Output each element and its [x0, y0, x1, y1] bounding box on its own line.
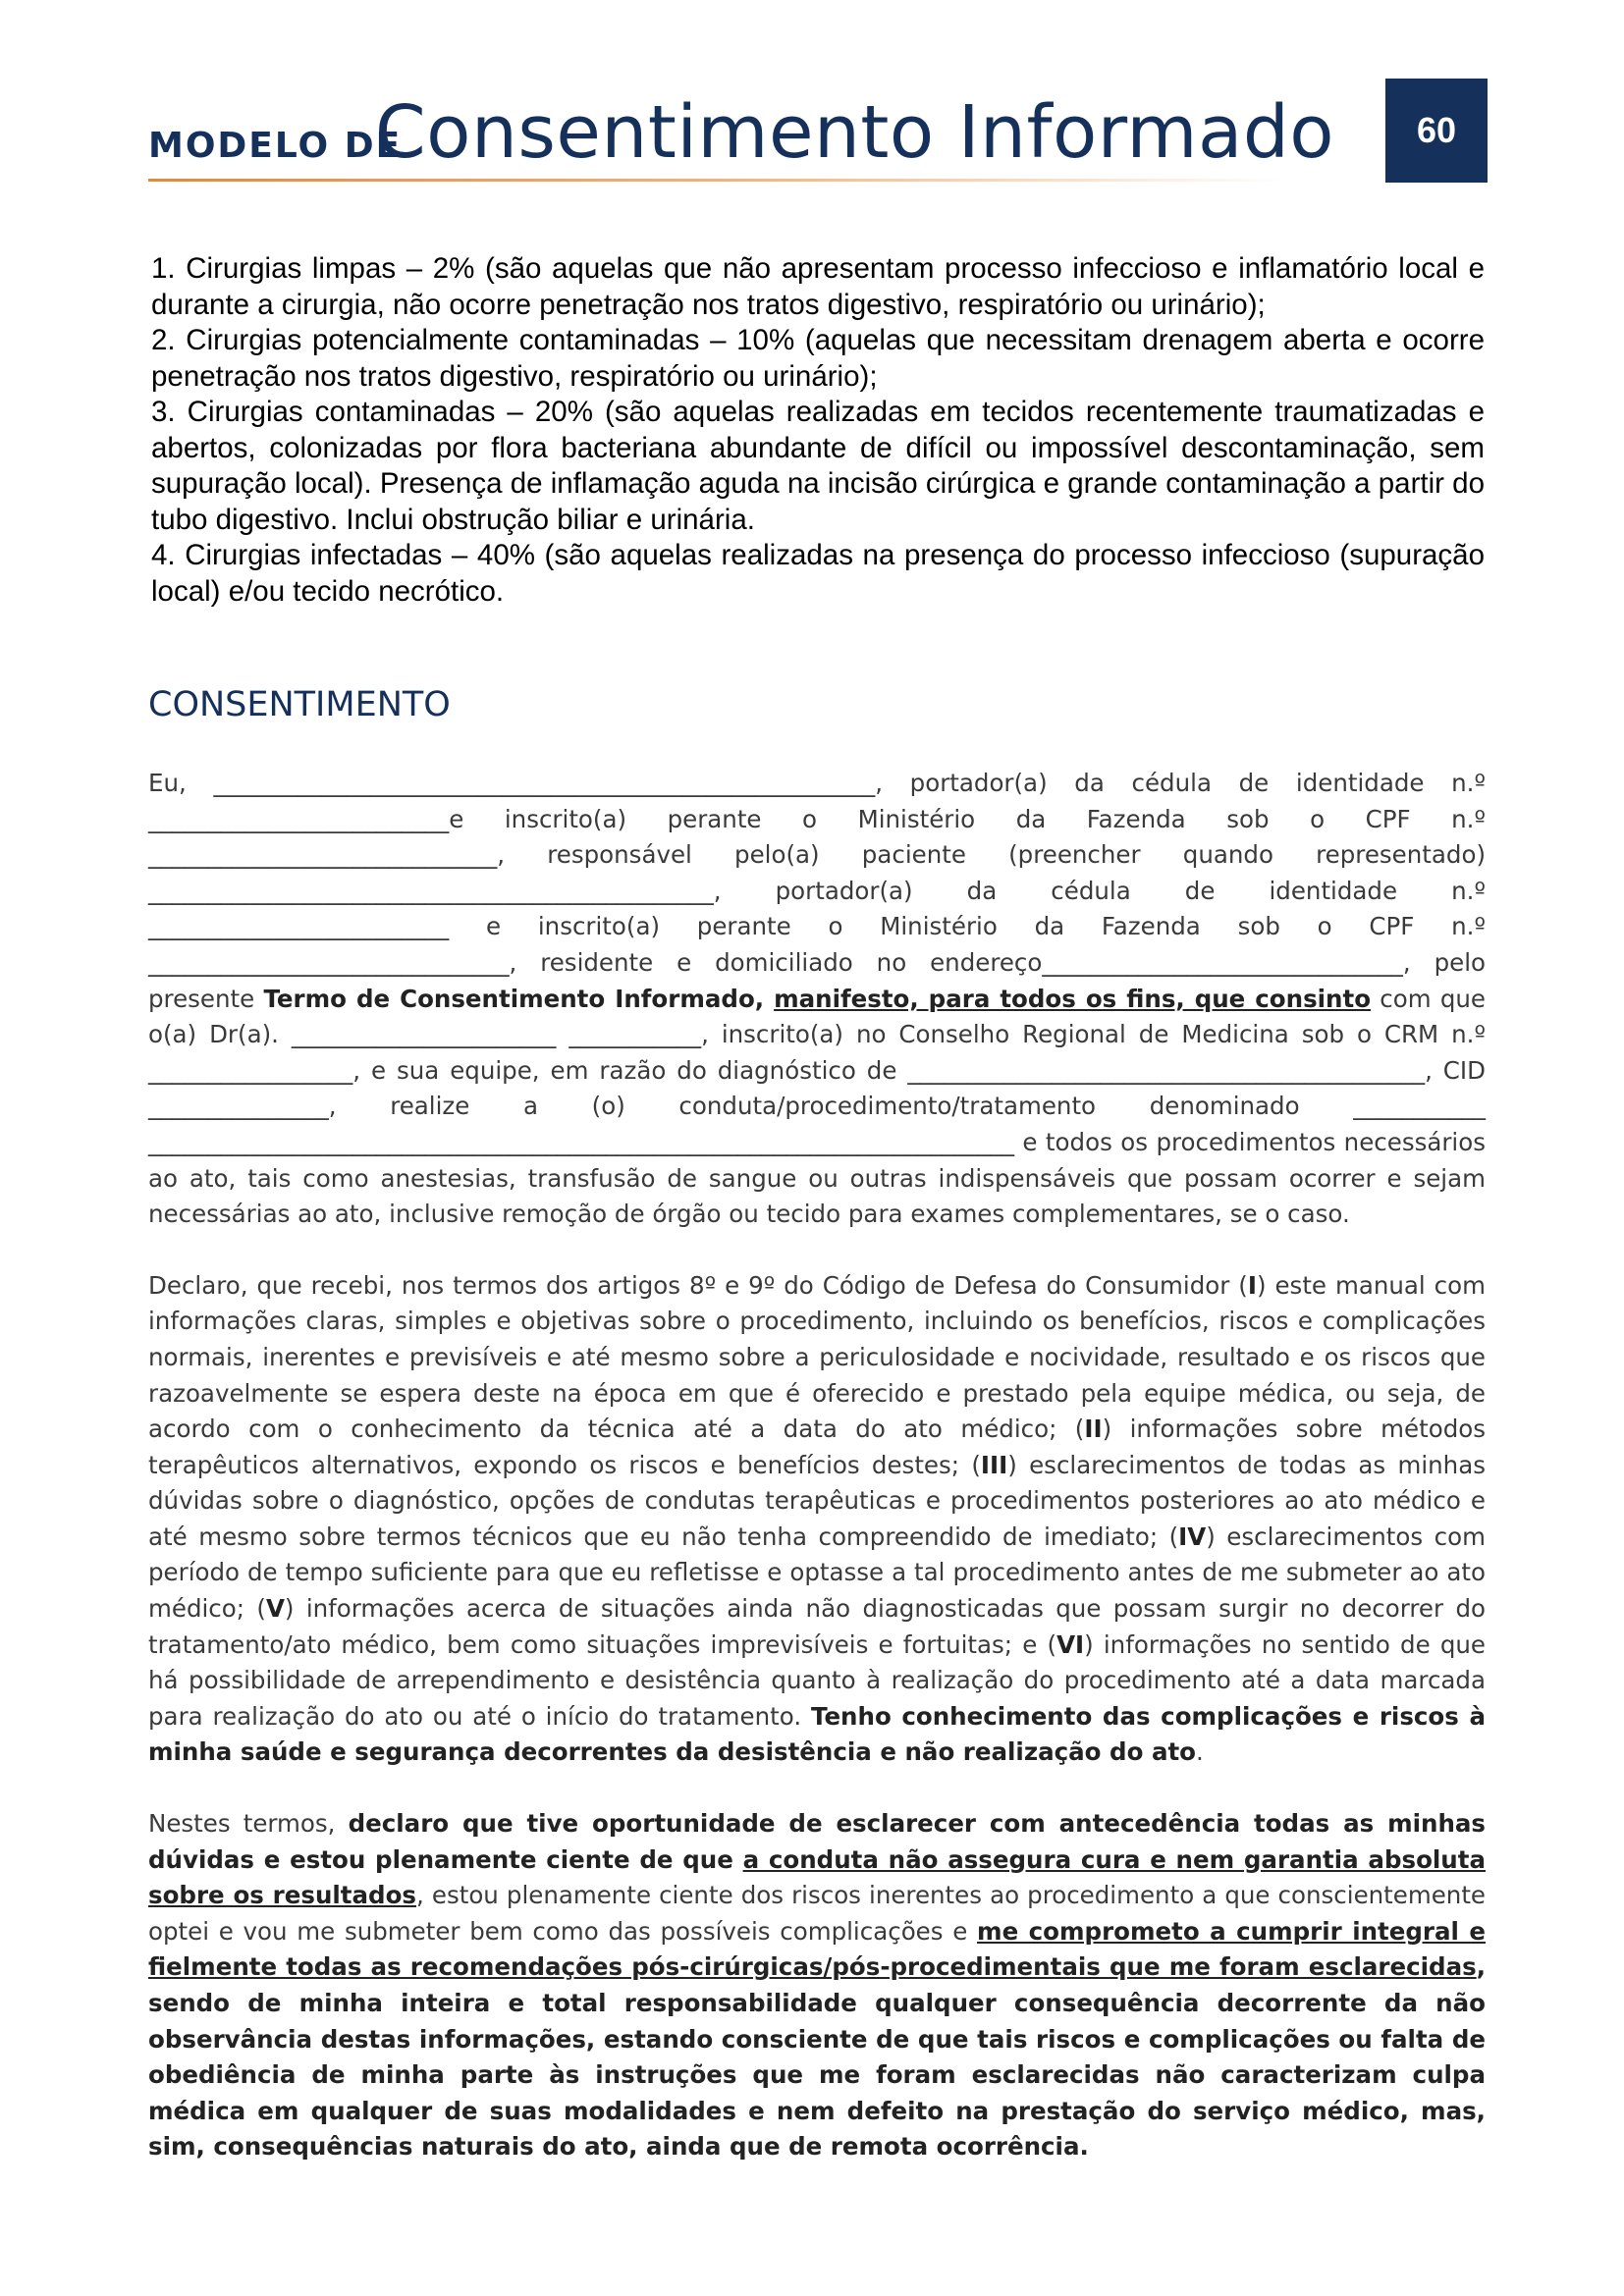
manifest-statement: manifesto, para todos os fins, que consinto — [774, 984, 1372, 1013]
header-title: Consentimento Informado — [375, 90, 1335, 175]
declaration-text: Declaro, que recebi, nos termos dos artigos 8º e 9º do Código de Defesa do Consumidor ( — [148, 1270, 1248, 1300]
consent-body — [148, 766, 1486, 2165]
term-title: Termo de Consentimento Informado, — [263, 984, 775, 1013]
commitment-statement: me comprometo a cumprir integral e fielmente todas as recomendações pós-cirúrgicas/pós-procedimentais que me foram esclarecidas — [148, 1916, 1486, 1982]
list-item: 1. Cirurgias limpas – 2% (são aquelas que não apresentam processo infeccioso e inflamatório local e durante a cirurgia, não ocorre penetração nos tratos digestivo, respiratório ou urinário); — [151, 252, 1485, 321]
item-marker: VI — [1056, 1629, 1085, 1659]
header-prefix: MODELO DE — [148, 126, 403, 166]
list-item: 3. Cirurgias contaminadas – 20% (são aquelas realizadas em tecidos recentemente traumatizadas e abertos, colonizadas por flora bacteriana abundante de difícil ou impossível descontaminação, sem supuração local). Presença de inflamação aguda na incisão cirúrgica e grande contaminação a partir do tubo digestivo. Inclui obstrução biliar e urinária. — [151, 396, 1485, 536]
item-marker: II — [1084, 1415, 1103, 1444]
section-title: CONSENTIMENTO — [148, 685, 451, 724]
declaration-text: ) informações no sentido de que há possibilidade de arrependimento e desistência quanto à realização do procedimento até a data marcada para realização do ato ou até o início do tratamento. — [148, 1629, 1486, 1731]
paragraph-gap — [148, 1771, 1486, 1806]
declaration-text: ) esclarecimentos com período de tempo suficiente para que eu refletisse e optasse a tal procedimento antes de me submeter ao ato médico; ( — [148, 1522, 1486, 1624]
form-text-continued: com que o(a) Dr(a). ______________________ ___________, inscrito(a) no Conselho Regional de Medicina sob o CRM n.º _________________, e sua equipe, em razão do diagnóstico de ___________________________________________, CID _______________, realize a (o) conduta/procedimento/tratamento denominado ___________ ________________________________________________________________________ e todos os procedimentos necessários ao ato, tais como anestesias, transfusão de sangue ou outras indispensáveis que possam ocorrer e sejam necessárias ao ato, inclusive remoção de órgão ou tecido para exames complementares, se o caso. — [148, 984, 1487, 1229]
declaration-paragraph — [148, 1268, 1486, 1771]
declaration-text: . — [1196, 1737, 1204, 1767]
declaration-text: ) este manual com informações claras, simples e objetivas sobre o procedimento, incluindo os benefícios, riscos e complicações normais, inerentes e previsíveis e até mesmo sobre a periculosidade e nocividade, resultado e os riscos que razoavelmente se espera deste na época em que é oferecido e prestado pela equipe médica, ou seja, de acordo com o conhecimento da técnica até a data do ato médico; ( — [148, 1270, 1486, 1444]
no-guarantee-statement: a conduta não assegura cura e nem garantia absoluta sobre os resultados — [148, 1844, 1486, 1910]
final-text: Nestes termos, — [148, 1809, 349, 1839]
item-marker: V — [265, 1594, 285, 1624]
item-marker: I — [1247, 1270, 1257, 1300]
header-divider — [148, 179, 1287, 182]
risk-acknowledgement: Tenho conhecimento das complicações e riscos à minha saúde e segurança decorrentes da desistência e não realização do ato — [148, 1701, 1486, 1767]
declaration-text: ) informações sobre métodos terapêuticos alternativos, expondo os riscos e benefícios destes; ( — [148, 1415, 1487, 1479]
form-text: Eu, _______________________________________________________, portador(a) da cédula de identidade n.º _________________________e inscrito(a) perante o Ministério da Fazenda sob o CPF n.º _____________________________, responsável pelo(a) paciente (preencher quando representado) _______________________________________________, portador(a) da cédula de identidade n.º _________________________ e inscrito(a) perante o Ministério da Fazenda sob o CPF n.º ______________________________, residente e domiciliado no endereço______________________________, pelo presente — [148, 769, 1486, 1013]
paragraph-gap — [148, 1233, 1486, 1268]
declaration-text: ) esclarecimentos de todas as minhas dúvidas sobre o diagnóstico, opções de condutas terapêuticas e procedimentos posteriores ao ato médico e até mesmo sobre termos técnicos que eu não tenha compreendido de imediato; ( — [148, 1450, 1486, 1551]
surgery-classification-list — [151, 251, 1485, 610]
item-marker: III — [980, 1450, 1008, 1479]
declaration-text: ) informações acerca de situações ainda não diagnosticadas que possam surgir no decorrer do tratamento/ato médico, bem como situações imprevisíveis e fortuitas; e ( — [148, 1594, 1486, 1659]
final-bold-text: declaro que tive oportunidade de esclarecer com antecedência todas as minhas dúvidas e estou plenamente ciente de que — [148, 1809, 1486, 1874]
page-number-badge: 60 — [1385, 79, 1488, 183]
list-item: 2. Cirurgias potencialmente contaminadas – 10% (aquelas que necessitam drenagem aberta e ocorre penetração nos tratos digestivo, respiratório ou urinário); — [151, 324, 1485, 393]
list-item: 4. Cirurgias infectadas – 40% (são aquelas realizadas na presença do processo infeccioso (supuração local) e/ou tecido necrótico. — [151, 539, 1485, 608]
final-statement-paragraph — [148, 1806, 1486, 2165]
consent-form-paragraph — [148, 766, 1486, 1233]
responsibility-statement: , sendo de minha inteira e total responsabilidade qualquer consequência decorrente da não observância destas informações, estando consciente de que tais riscos e complicações ou falta de obediência de minha parte às instruções que me foram esclarecidas não caracterizam culpa médica em qualquer de suas modalidades e nem defeito na prestação do serviço médico, mas, sim, consequências naturais do ato, ainda que de remota ocorrência. — [148, 1952, 1486, 2162]
final-text: , estou plenamente ciente dos riscos inerentes ao procedimento a que conscientemente optei e vou me submeter bem como das possíveis complicações e — [148, 1881, 1487, 1946]
item-marker: IV — [1178, 1522, 1207, 1551]
